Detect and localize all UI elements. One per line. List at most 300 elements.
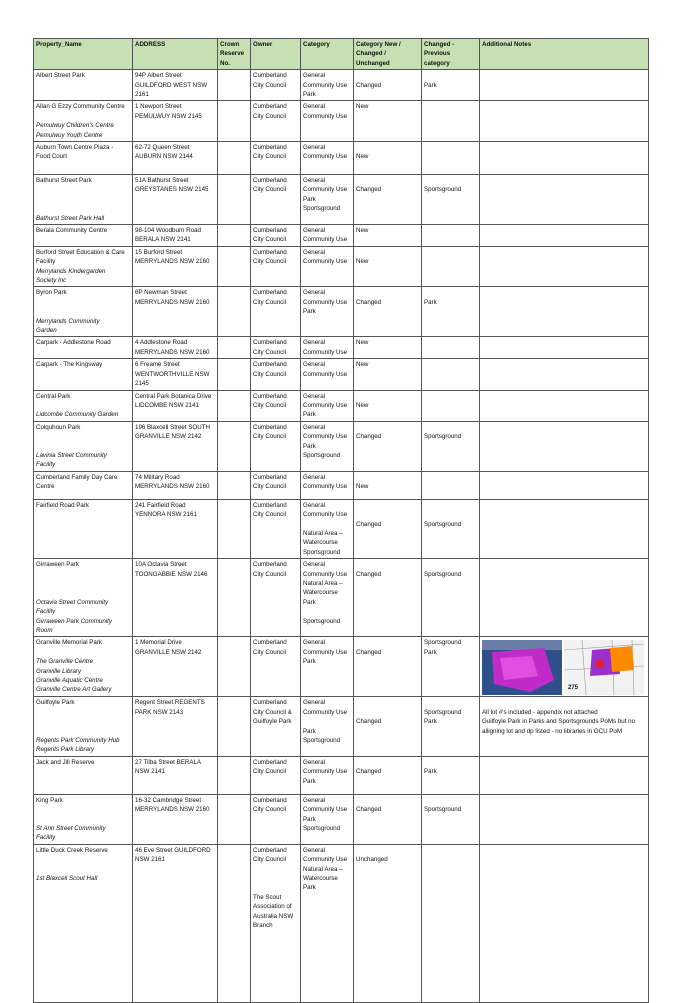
category-status-cell — [354, 844, 422, 1002]
status-value: New — [356, 339, 369, 347]
category-line: Park — [303, 884, 316, 892]
owner-line — [253, 874, 298, 883]
address-cell — [133, 844, 218, 1002]
address-cell — [133, 287, 218, 337]
facility-name: Merrylands Community — [36, 317, 100, 325]
property-name: Berala Community Centre — [36, 227, 108, 235]
category-line: General — [303, 361, 326, 369]
table-row — [34, 70, 649, 101]
address-line: 27 Tilba Street BERALA — [135, 758, 202, 766]
previous-category-cell — [422, 225, 480, 247]
category-status-cell — [354, 70, 422, 101]
category-line: Community Use — [303, 856, 348, 864]
category-cell — [301, 142, 354, 175]
owner-line: Cumberland — [253, 473, 287, 481]
category-cell — [301, 390, 354, 421]
address-line: Central Park Botanica Drive — [135, 392, 212, 400]
table-row — [34, 101, 649, 142]
additional-notes-cell — [480, 637, 649, 697]
owner-line: Cumberland — [253, 339, 287, 347]
table-body — [34, 70, 649, 1003]
category-cell — [301, 70, 354, 101]
category-line: Watercourse — [303, 539, 338, 547]
additional-notes-cell — [480, 390, 649, 421]
address-line: 241 Fairfield Road — [135, 501, 186, 509]
category-line: Community Use — [303, 236, 348, 244]
address-line: 2161 — [135, 91, 149, 99]
note-line: alligning lot and dp listed - no libraries in GCU PoM — [482, 727, 622, 735]
category-line: Park — [303, 658, 316, 666]
owner-line: Guilfoyle Park — [253, 718, 292, 726]
table-row — [34, 559, 649, 637]
table-row — [34, 225, 649, 247]
header-row — [34, 39, 649, 70]
address-line: 46 Eve Street GUILDFORD — [135, 846, 211, 854]
address-line: 51A Bathurst Street — [135, 177, 189, 185]
category-cell — [301, 794, 354, 844]
property-name: Central Park — [36, 392, 71, 400]
property-name: Fairfield Road Park — [36, 501, 89, 509]
address-line: WENTWORTHVILLE NSW — [135, 370, 210, 378]
additional-notes-cell — [480, 337, 649, 359]
table-row — [34, 175, 649, 225]
category-line: Community Use — [303, 433, 348, 441]
crown-reserve-cell — [218, 246, 251, 287]
address-cell — [133, 337, 218, 359]
table-row — [34, 844, 649, 1002]
address-line: 94P Albert Street — [135, 72, 182, 80]
table-row — [34, 421, 649, 471]
status-value: Changed — [356, 570, 382, 578]
category-status-cell — [354, 337, 422, 359]
category-line: Natural Area – — [303, 579, 343, 587]
owner-line: City Council — [253, 401, 287, 409]
address-cell — [133, 499, 218, 558]
property-name-cell — [34, 559, 133, 637]
previous-category-cell — [422, 559, 480, 637]
address-line: NSW 2141 — [135, 768, 165, 776]
facility-name: Garden — [36, 327, 57, 335]
owner-line — [253, 865, 298, 874]
address-line: 2145 — [135, 380, 149, 388]
crown-reserve-cell — [218, 697, 251, 756]
property-name: Granville Memorial Park — [36, 639, 103, 647]
owner-cell — [251, 246, 301, 287]
additional-notes-cell — [480, 225, 649, 247]
owner-line: Cumberland — [253, 248, 287, 256]
owner-line: Association of — [253, 903, 292, 911]
property-name-cell — [34, 794, 133, 844]
facility-name: Lavinia Street Community — [36, 451, 107, 459]
owner-cell — [251, 421, 301, 471]
note-line: All lot #'s included - appendix not attached — [482, 708, 598, 716]
owner-line: Cumberland — [253, 639, 287, 647]
category-cell — [301, 499, 354, 558]
owner-cell — [251, 70, 301, 101]
address-line: 15 Burford Street — [135, 248, 183, 256]
address-cell — [133, 794, 218, 844]
category-line: General — [303, 473, 326, 481]
category-cell — [301, 637, 354, 697]
facility-name: Pemulwuy Youth Centre — [36, 131, 103, 139]
property-name: Carpark - The Kingsway — [36, 361, 103, 369]
owner-line: City Council — [253, 186, 287, 194]
previous-category: Sportsground — [424, 433, 462, 441]
owner-cell — [251, 225, 301, 247]
category-line: General — [303, 339, 326, 347]
owner-cell — [251, 390, 301, 421]
facility-name: Granville Aquatic Centre — [36, 676, 103, 684]
property-name: Auburn Town Centre Plaza - — [36, 144, 114, 152]
owner-line: Cumberland — [253, 72, 287, 80]
category-line: Park — [303, 442, 316, 450]
address-line: NSW 2161 — [135, 856, 165, 864]
additional-notes-cell — [480, 142, 649, 175]
category-status-cell — [354, 559, 422, 637]
category-line: Sportsground — [303, 736, 341, 744]
property-name: Carpark - Addlestone Road — [36, 339, 111, 347]
owner-line: Cumberland — [253, 361, 287, 369]
crown-reserve-cell — [218, 337, 251, 359]
category-line: Sportsground — [303, 451, 341, 459]
status-value: New — [356, 103, 369, 111]
facility-name: Facility — [36, 608, 56, 616]
previous-category-cell — [422, 359, 480, 390]
previous-category-cell — [422, 471, 480, 499]
category-status-cell — [354, 637, 422, 697]
crown-reserve-cell — [218, 794, 251, 844]
owner-cell — [251, 287, 301, 337]
additional-notes-cell — [480, 246, 649, 287]
crown-reserve-cell — [218, 844, 251, 1002]
previous-category-cell — [422, 421, 480, 471]
category-line: Community Use — [303, 483, 348, 491]
category-line: General — [303, 423, 326, 431]
previous-category: Park — [424, 298, 437, 306]
facility-name: Lidcombe Community Garden — [36, 411, 119, 419]
address-line: GRANVILLE NSW 2142 — [135, 433, 202, 441]
facility-name: The Granville Centre — [36, 658, 94, 666]
owner-cell — [251, 175, 301, 225]
owner-line: Cumberland — [253, 144, 287, 152]
address-line: 4 Addlestone Road — [135, 339, 188, 347]
address-cell — [133, 756, 218, 794]
previous-category: Sportsground — [424, 186, 462, 194]
facility-name: Granville Centre Art Gallery — [36, 686, 112, 694]
table-row — [34, 246, 649, 287]
owner-line: Cumberland — [253, 699, 287, 707]
address-line: GUILDFORD WEST NSW — [135, 81, 208, 89]
facility-name: Octavia Street Community — [36, 598, 109, 606]
owner-cell — [251, 499, 301, 558]
category-line: Sportsground — [303, 205, 341, 213]
additional-notes-cell — [480, 471, 649, 499]
header-property-name: Property_Name — [34, 39, 133, 70]
crown-reserve-cell — [218, 225, 251, 247]
category-line: General — [303, 144, 326, 152]
table-row — [34, 142, 649, 175]
crown-reserve-cell — [218, 756, 251, 794]
category-line — [303, 607, 351, 616]
facility-name: Girraween Park Community — [36, 617, 112, 625]
table-row — [34, 359, 649, 390]
category-line: Park — [303, 308, 316, 316]
owner-line: Cumberland — [253, 227, 287, 235]
category-cell — [301, 844, 354, 1002]
address-line: 16-32 Cambridge Street — [135, 796, 202, 804]
category-status-cell — [354, 175, 422, 225]
crown-reserve-cell — [218, 390, 251, 421]
owner-cell — [251, 697, 301, 756]
address-line: 6 Freame Street — [135, 361, 180, 369]
owner-cell — [251, 794, 301, 844]
category-line: Park — [303, 195, 316, 203]
address-cell — [133, 390, 218, 421]
address-line: GREYSTANES NSW 2145 — [135, 186, 209, 194]
status-value: Changed — [356, 520, 382, 528]
address-cell — [133, 471, 218, 499]
property-name: Bathurst Street Park — [36, 177, 92, 185]
crown-reserve-cell — [218, 70, 251, 101]
category-cell — [301, 359, 354, 390]
header-address: ADDRESS — [133, 39, 218, 70]
category-line: Community Use — [303, 511, 348, 519]
status-value: New — [356, 483, 369, 491]
crown-reserve-cell — [218, 499, 251, 558]
owner-line: City Council — [253, 348, 287, 356]
previous-category: Park — [424, 648, 437, 656]
property-name-cell — [34, 359, 133, 390]
category-status-cell — [354, 756, 422, 794]
additional-notes-cell — [480, 756, 649, 794]
status-value: New — [356, 401, 369, 409]
address-cell — [133, 225, 218, 247]
category-line: General — [303, 289, 326, 297]
property-name: Burford Street Education & Care — [36, 248, 125, 256]
category-status-cell — [354, 225, 422, 247]
category-line: Park — [303, 91, 316, 99]
previous-category-cell — [422, 337, 480, 359]
address-line: LIDCOMBE NSW 2141 — [135, 401, 199, 409]
previous-category: Sportsground — [424, 708, 462, 716]
crown-reserve-cell — [218, 287, 251, 337]
owner-line: Cumberland — [253, 177, 287, 185]
category-line: Community Use — [303, 348, 348, 356]
owner-cell — [251, 471, 301, 499]
previous-category: Park — [424, 81, 437, 89]
category-line: Watercourse — [303, 874, 338, 882]
crown-reserve-cell — [218, 142, 251, 175]
address-line: PARK NSW 2143 — [135, 708, 184, 716]
previous-category: Sportsground — [424, 520, 462, 528]
owner-line: City Council — [253, 153, 287, 161]
address-line: 98-104 Woodburn Road — [135, 227, 201, 235]
category-line: Park — [303, 727, 316, 735]
crown-reserve-cell — [218, 359, 251, 390]
table-row — [34, 637, 649, 697]
address-cell — [133, 101, 218, 142]
address-line: BERALA NSW 2141 — [135, 236, 191, 244]
table-row — [34, 471, 649, 499]
property-name-cell — [34, 101, 133, 142]
additional-notes-cell — [480, 359, 649, 390]
category-line: General — [303, 248, 326, 256]
property-name: Little Duck Creek Reserve — [36, 846, 108, 854]
category-status-cell — [354, 390, 422, 421]
previous-category-cell — [422, 390, 480, 421]
address-line: YENNORA NSW 2161 — [135, 511, 197, 519]
category-status-cell — [354, 421, 422, 471]
property-name-cell — [34, 844, 133, 1002]
address-cell — [133, 421, 218, 471]
owner-line: City Council — [253, 81, 287, 89]
property-name-cell — [34, 175, 133, 225]
previous-category: Sportsground — [424, 806, 462, 814]
category-line: General — [303, 699, 326, 707]
category-cell — [301, 175, 354, 225]
category-line: Park — [303, 598, 316, 606]
facility-name: St Ann Street Community — [36, 824, 106, 832]
owner-line — [253, 883, 298, 892]
previous-category: Park — [424, 718, 437, 726]
property-name: Girraween Park — [36, 561, 79, 569]
previous-category-cell — [422, 756, 480, 794]
category-line: Sportsground — [303, 617, 341, 625]
category-line: Community Use — [303, 806, 348, 814]
property-name: Byron Park — [36, 289, 67, 297]
address-cell — [133, 559, 218, 637]
owner-line: Branch — [253, 922, 273, 929]
category-line: Community Use — [303, 258, 348, 266]
address-line: TOONGABBIE NSW 2146 — [135, 570, 208, 578]
owner-line: City Council — [253, 648, 287, 656]
table-row — [34, 794, 649, 844]
address-line: 74 Military Road — [135, 473, 180, 481]
property-name-cell — [34, 390, 133, 421]
status-value: New — [356, 361, 369, 369]
address-cell — [133, 246, 218, 287]
category-status-cell — [354, 499, 422, 558]
category-line: General — [303, 227, 326, 235]
owner-cell — [251, 359, 301, 390]
category-line: General — [303, 846, 326, 854]
owner-line: City Council — [253, 483, 287, 491]
owner-cell — [251, 756, 301, 794]
header-previous-category: Changed - Previous category — [422, 39, 480, 70]
category-status-cell — [354, 794, 422, 844]
owner-line: City Council — [253, 236, 287, 244]
owner-line: City Council — [253, 511, 287, 519]
status-value: New — [356, 227, 369, 235]
status-value: Changed — [356, 768, 382, 776]
owner-line: City Council — [253, 370, 287, 378]
facility-name: Granville Library — [36, 667, 82, 675]
previous-category-cell — [422, 697, 480, 756]
property-name-cell — [34, 142, 133, 175]
category-line: Watercourse — [303, 589, 338, 597]
category-cell — [301, 337, 354, 359]
facility-name: Room — [36, 626, 53, 634]
address-cell — [133, 142, 218, 175]
previous-category-cell — [422, 794, 480, 844]
status-value: Changed — [356, 81, 382, 89]
facility-name: Society Inc — [36, 277, 67, 285]
status-value: Changed — [356, 718, 382, 726]
category-status-cell — [354, 101, 422, 142]
category-line — [303, 520, 351, 529]
header-category: Category — [301, 39, 354, 70]
status-value: Changed — [356, 648, 382, 656]
table-row — [34, 287, 649, 337]
header-additional-notes: Additional Notes — [480, 39, 649, 70]
category-line: General — [303, 561, 326, 569]
additional-notes-cell — [480, 697, 649, 756]
owner-line: City Council — [253, 112, 287, 120]
category-line: General — [303, 501, 326, 509]
category-status-cell — [354, 287, 422, 337]
property-name-cell — [34, 499, 133, 558]
owner-line: City Council — [253, 856, 287, 864]
address-line: MERRYLANDS NSW 2160 — [135, 483, 210, 491]
facility-name: Regents Park Library — [36, 746, 95, 754]
address-line: 1 Memorial Drive — [135, 639, 182, 647]
property-name-cell — [34, 225, 133, 247]
category-line: Community Use — [303, 768, 348, 776]
additional-notes-cell — [480, 175, 649, 225]
address-line: 1 Newport Street — [135, 103, 182, 111]
category-line: Community Use — [303, 298, 348, 306]
category-cell — [301, 101, 354, 142]
crown-reserve-cell — [218, 559, 251, 637]
previous-category: Sportsground — [424, 639, 462, 647]
address-line: PEMULWUY NSW 2145 — [135, 112, 202, 120]
previous-category-cell — [422, 101, 480, 142]
property-register-table — [33, 38, 649, 1003]
category-line: Park — [303, 777, 316, 785]
status-value: Changed — [356, 186, 382, 194]
category-line: Sportsground — [303, 548, 341, 556]
previous-category-cell — [422, 287, 480, 337]
category-line: Park — [303, 815, 316, 823]
owner-line: Cumberland — [253, 846, 287, 854]
owner-cell — [251, 844, 301, 1002]
property-name-cell — [34, 70, 133, 101]
address-cell — [133, 637, 218, 697]
table-row — [34, 390, 649, 421]
property-name-cell — [34, 471, 133, 499]
category-line: Park — [303, 411, 316, 419]
additional-notes-cell — [480, 421, 649, 471]
category-line: Natural Area – — [303, 865, 343, 873]
category-status-cell — [354, 697, 422, 756]
table-row — [34, 337, 649, 359]
property-name: Jack and Jill Reserve — [36, 758, 95, 766]
owner-line: City Council — [253, 298, 287, 306]
category-line: Community Use — [303, 708, 348, 716]
category-line: Community Use — [303, 81, 348, 89]
property-name: Allan G Ezzy Community Centre — [36, 103, 125, 111]
previous-category-cell — [422, 175, 480, 225]
category-status-cell — [354, 359, 422, 390]
header-crown-reserve: Crown Reserve No. — [218, 39, 251, 70]
category-line: General — [303, 392, 326, 400]
address-line: MERRYLANDS NSW 2160 — [135, 258, 210, 266]
crown-reserve-cell — [218, 175, 251, 225]
owner-line: City Council — [253, 806, 287, 814]
owner-line: Cumberland — [253, 501, 287, 509]
note-line: Guilfoyle Park in Parks and Sportsgrounds PoMs but no — [482, 718, 636, 726]
property-name: Centre — [36, 483, 55, 491]
